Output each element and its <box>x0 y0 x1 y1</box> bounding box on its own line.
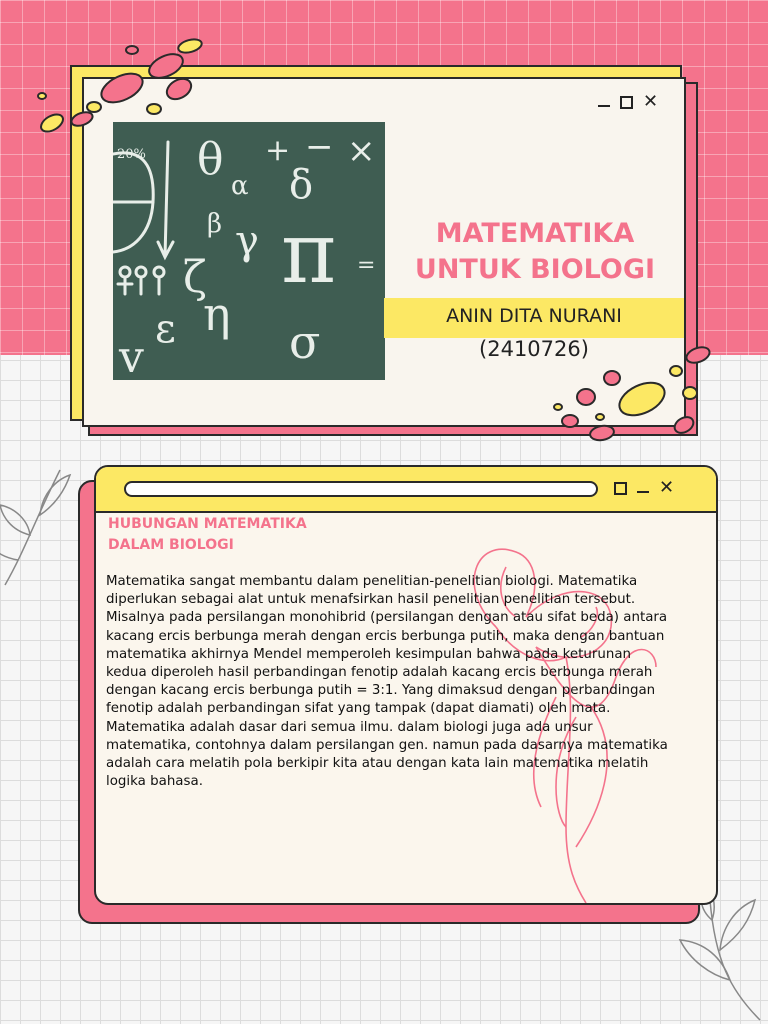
chalk-symbol: θ <box>197 134 224 185</box>
maximize-icon[interactable] <box>620 96 633 109</box>
decorative-blobs-top-left <box>34 36 214 136</box>
cover-title <box>386 216 684 288</box>
cover-window-controls <box>598 93 658 111</box>
chalk-symbol: = <box>357 253 376 278</box>
chalkboard-image <box>113 122 385 380</box>
chalk-symbol: α <box>231 171 249 201</box>
chalk-symbol: ε <box>155 306 176 352</box>
chalk-symbol: π <box>281 204 337 302</box>
chalk-symbol: × <box>347 131 376 171</box>
chalk-symbol: + <box>265 133 291 168</box>
chalk-symbol: σ <box>289 315 321 369</box>
chalk-symbol: β <box>207 209 223 239</box>
heading-line-1: HUBUNGAN MATEMATIKA <box>108 516 307 532</box>
chalk-symbol: ζ <box>183 252 207 303</box>
author-name: ANIN DITA NURANI <box>446 305 622 327</box>
title-line-1: MATEMATIKA <box>435 218 635 249</box>
decorative-blobs-bottom-right <box>550 345 720 445</box>
title-line-2: UNTUK BIOLOGI <box>414 254 656 285</box>
chalk-symbol: − <box>305 127 334 167</box>
chalk-symbol: η <box>203 287 231 341</box>
chalk-symbol: v <box>119 332 144 380</box>
student-id: (2410726) <box>479 337 589 361</box>
leaf-sketch-left <box>0 460 80 590</box>
heading-line-2: DALAM BIOLOGI <box>108 537 234 553</box>
close-icon[interactable]: ✕ <box>659 477 675 498</box>
chalk-symbol: δ <box>289 162 314 208</box>
article-body: Matematika sangat membantu dalam penelitian-penelitian biologi. Matematika diperlukan sebagai alat untuk menafsirkan hasil penelitian penelitian tersebut. Misalnya pada persilangan monohibrid (persilangan dengan atau sifat beda) antara kacang ercis berbunga merah dengan ercis berbunga putih, maka dengan bantuan matematika akhirnya Mendel memperoleh kesimpulan bahwa pada keturunan kedua diperoleh hasil perbandingan fenotip adalah kacang ercis berbunga merah dengan kacang ercis berbunga putih = 3:1. Yang dimaksud dengan perbandingan fenotip adalah perbandingan sifat yang tampak (dapat diamati) oleh mata. Matematika adalah dasar dari semua ilmu. dalam biologi juga ada unsur matematika, contohnya dalam persilangan gen. namun pada dasarnya matematika adalah cara melatih pola berkipir kita atau dengan kata lain matematika melatih logika bahasa. <box>106 574 668 790</box>
minimize-icon[interactable] <box>598 105 610 107</box>
close-icon[interactable]: ✕ <box>643 91 659 112</box>
article-heading <box>108 514 408 556</box>
chalk-symbol: γ <box>235 218 259 264</box>
chalk-symbol: 20% <box>117 147 146 162</box>
